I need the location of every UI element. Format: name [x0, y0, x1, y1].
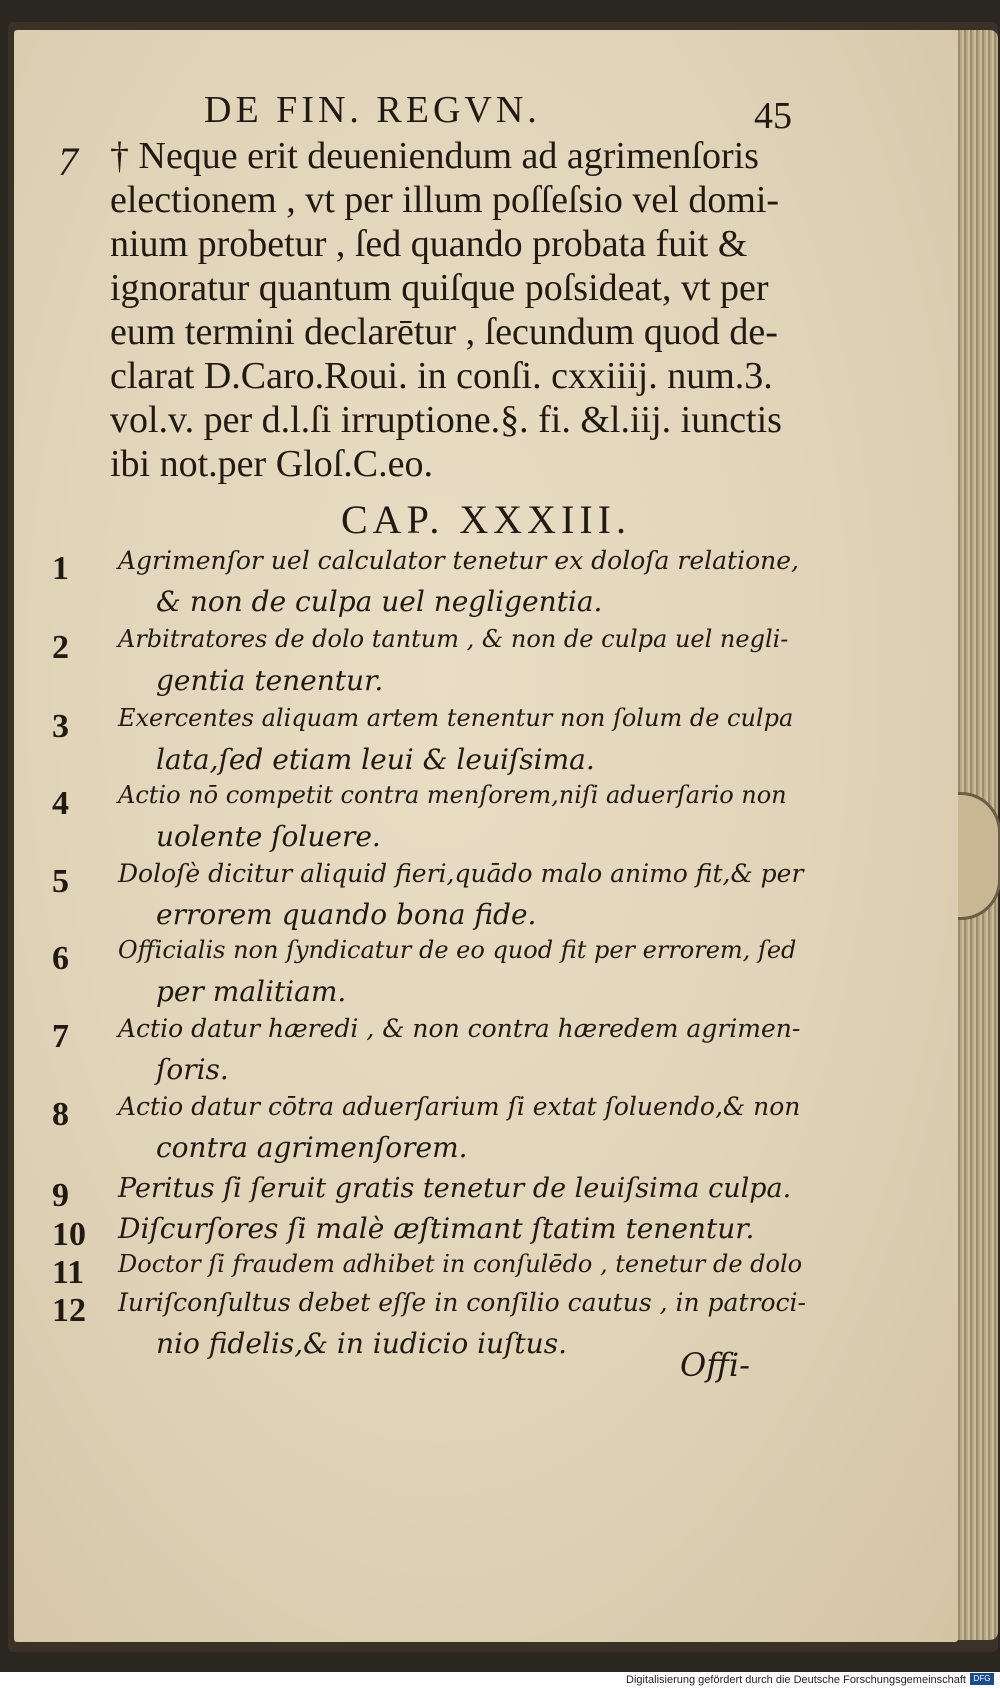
- summary-line: uolente ſoluere.: [156, 820, 381, 853]
- summary-number: 4: [52, 785, 69, 822]
- summary-line: Agrimenſor uel calculator tenetur ex doloſa relatione,: [118, 546, 799, 575]
- book-page: [14, 30, 958, 1642]
- summary-number: 3: [52, 708, 69, 745]
- summary-line: lata,ſed etiam leui & leuiſsima.: [156, 743, 595, 776]
- summary-line: ſoris.: [156, 1053, 229, 1086]
- chapter-title: CAP. XXXIII.: [341, 497, 631, 542]
- summary-number: 1: [52, 550, 69, 587]
- summary-line: Actio datur cōtra aduerſarium ſi extat ſoluendo,& non: [118, 1092, 801, 1121]
- paragraph-line: clarat D.Caro.Roui. in conſi. cxxiiij. num.3.: [110, 355, 773, 397]
- footer-credit: Digitalisierung gefördert durch die Deutsche Forschungsgemeinschaft: [626, 1674, 966, 1686]
- summary-line: contra agrimenſorem.: [156, 1131, 468, 1164]
- paragraph-line: ignoratur quantum quiſque poſsideat, vt per: [110, 267, 769, 309]
- paragraph-line: ibi not.per Gloſ.C.eo.: [110, 443, 433, 485]
- summary-line: Actio nō competit contra menſorem,niſi aduerſario non: [118, 781, 787, 809]
- summary-number: 5: [52, 863, 69, 900]
- summary-line: Actio datur hæredi , & non contra hæredem agrimen-: [118, 1014, 801, 1043]
- paragraph-line: vol.v. per d.l.ſi irruptione.§. fi. &l.iij. iunctis: [110, 399, 782, 441]
- summary-line: errorem quando bona fide.: [156, 898, 537, 931]
- catchword: Offi-: [680, 1346, 750, 1384]
- summary-line: Officialis non ſyndicatur de eo quod fit per errorem, ſed: [118, 936, 797, 964]
- dfg-logo: DFG: [970, 1673, 994, 1685]
- summary-number: 2: [52, 629, 69, 666]
- summary-line: Peritus ſi ſeruit gratis tenetur de leuiſsima culpa.: [118, 1173, 792, 1204]
- summary-line: nio fidelis,& in iudicio iuſtus.: [156, 1327, 567, 1360]
- summary-number: 12: [52, 1292, 86, 1329]
- paragraph-line: electionem , vt per illum poſſeſsio vel domi-: [110, 179, 780, 221]
- paragraph-line: eum termini declarētur , ſecundum quod de-: [110, 311, 778, 353]
- summary-number: 10: [52, 1216, 86, 1253]
- summary-line: Arbitratores de dolo tantum , & non de culpa uel negli-: [118, 625, 789, 653]
- summary-line: & non de culpa uel negligentia.: [156, 585, 603, 618]
- summary-line: Iuriſconſultus debet eſſe in conſilio cautus , in patroci-: [118, 1288, 806, 1317]
- footer-bar: [0, 1672, 1000, 1689]
- summary-line: Diſcurſores ſi malè æſtimant ſtatim tenentur.: [118, 1212, 755, 1245]
- summary-number: 8: [52, 1096, 69, 1133]
- summary-line: gentia tenentur.: [156, 664, 384, 697]
- paragraph-number: 7: [58, 139, 78, 184]
- summary-number: 7: [52, 1018, 69, 1055]
- summary-line: per malitiam.: [156, 975, 347, 1008]
- folio-number: 45: [754, 95, 792, 137]
- summary-line: Doctor ſi fraudem adhibet in conſulēdo , tenetur de dolo: [118, 1250, 803, 1278]
- summary-line: Doloſè dicitur aliquid fieri,quādo malo animo fit,& per: [118, 859, 804, 888]
- paragraph-text: [110, 134, 822, 486]
- paragraph-line: nium probetur , ſed quando probata fuit &: [110, 223, 748, 265]
- paragraph-line: † Neque erit deueniendum ad agrimenſoris: [110, 135, 759, 177]
- summary-number: 6: [52, 940, 69, 977]
- running-head: DE FIN. REGVN.: [204, 89, 541, 131]
- summary-line: Exercentes aliquam artem tenentur non ſolum de culpa: [118, 704, 794, 732]
- summary-number: 9: [52, 1177, 69, 1214]
- summary-number: 11: [52, 1254, 85, 1291]
